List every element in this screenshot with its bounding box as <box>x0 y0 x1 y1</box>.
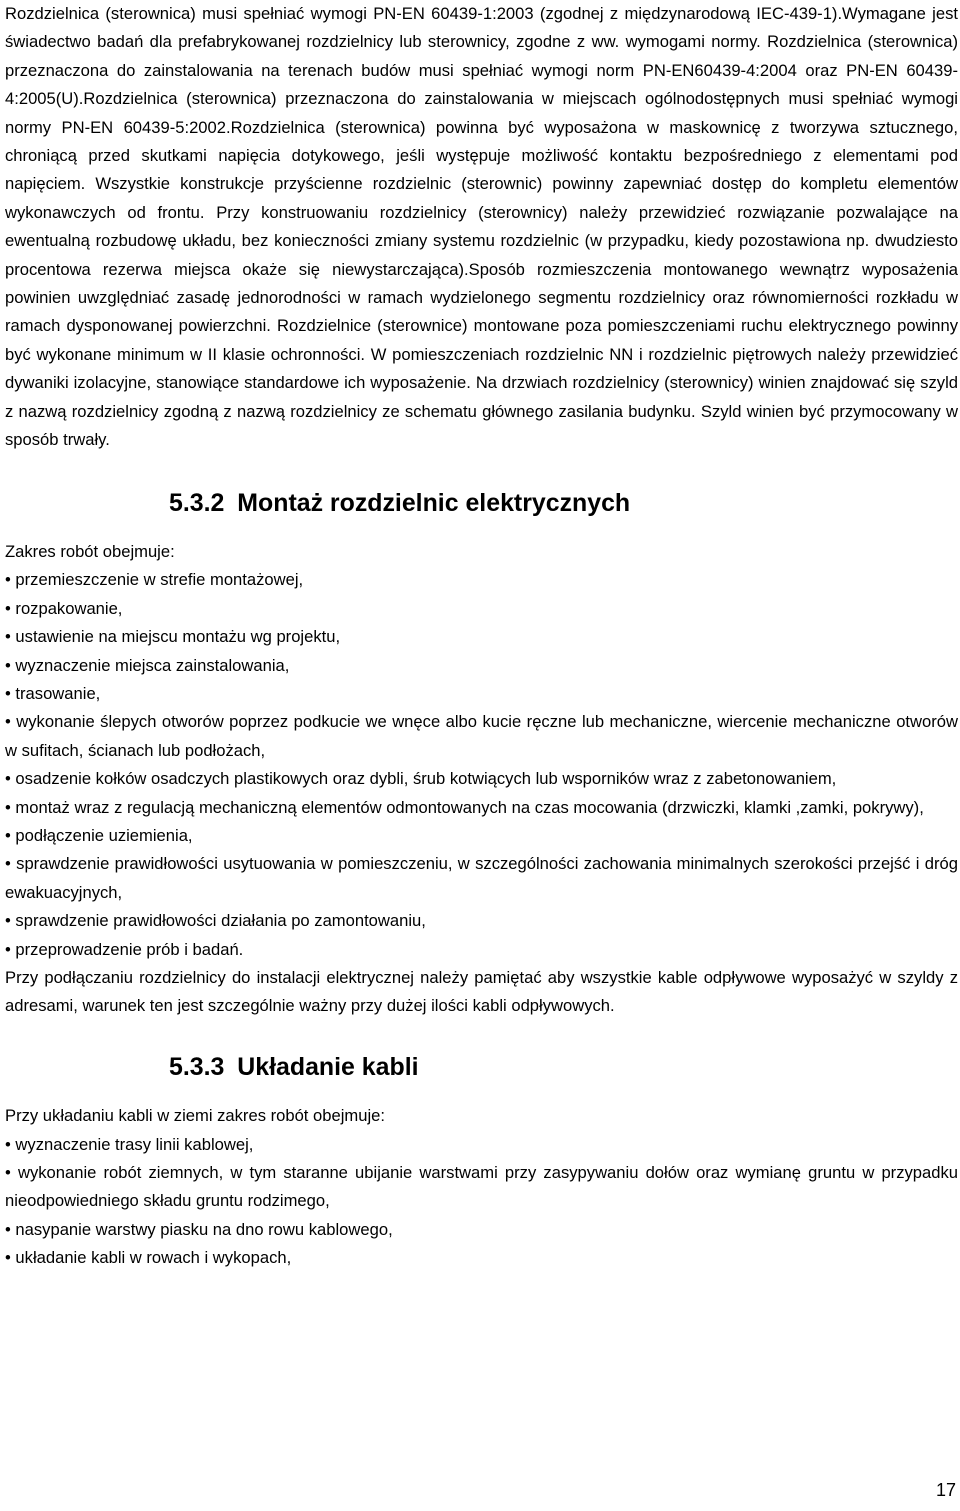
list-item: • wyznaczenie trasy linii kablowej, <box>5 1131 958 1159</box>
list-item: • układanie kabli w rowach i wykopach, <box>5 1244 958 1272</box>
scope-list <box>5 566 958 964</box>
list-item: • rozpakowanie, <box>5 595 958 623</box>
section-title: Układanie kabli <box>237 1052 419 1081</box>
section-number: 5.3.2 <box>169 488 225 517</box>
list-item: • przeprowadzenie prób i badań. <box>5 936 958 964</box>
section-number: 5.3.3 <box>169 1052 225 1081</box>
list-item: • wykonanie robót ziemnych, w tym staranne ubijanie warstwami przy zasypywaniu dołów oraz wymianę gruntu w przypadku nieodpowiedniego składu gruntu rodzimego, <box>5 1159 958 1216</box>
list-item: • sprawdzenie prawidłowości działania po zamontowaniu, <box>5 907 958 935</box>
list-item: • osadzenie kołków osadczych plastikowych oraz dybli, śrub kotwiących lub wsporników wraz z zabetonowaniem, <box>5 765 958 793</box>
section-heading-5-3-2 <box>5 489 958 517</box>
scope-intro: Zakres robót obejmuje: <box>5 541 175 561</box>
list-item: • wyznaczenie miejsca zainstalowania, <box>5 652 958 680</box>
list-item: • nasypanie warstwy piasku na dno rowu kablowego, <box>5 1216 958 1244</box>
page-number: 17 <box>935 1480 956 1500</box>
document-page <box>5 0 958 1273</box>
list-item: • wykonanie ślepych otworów poprzez podkucie we wnęce albo kucie ręczne lub mechaniczne, wiercenie mechaniczne otworów w sufitach, ścianach lub podłożach, <box>5 708 958 765</box>
scope-list <box>5 1131 958 1273</box>
list-item: • przemieszczenie w strefie montażowej, <box>5 566 958 594</box>
list-item: • podłączenie uziemienia, <box>5 822 958 850</box>
list-item: • ustawienie na miejscu montażu wg projektu, <box>5 623 958 651</box>
section-title: Montaż rozdzielnic elektrycznych <box>237 488 631 517</box>
scope-intro: Przy układaniu kabli w ziemi zakres robót obejmuje: <box>5 1106 385 1126</box>
list-item: • trasowanie, <box>5 680 958 708</box>
closing-paragraph: Przy podłączaniu rozdzielnicy do instalacji elektrycznej należy pamiętać aby wszystkie kable odpływowe wyposażyć w szyldy z adresami, warunek ten jest szczególnie ważny przy dużej ilości kabli odpływowych. <box>5 968 958 1016</box>
intro-paragraph: Rozdzielnica (sterownica) musi spełniać wymogi PN-EN 60439-1:2003 (zgodnej z międzynarodową IEC-439-1).Wymagane jest świadectwo badań dla prefabrykowanej rozdzielnicy lub sterownicy, zgodne z ww. wymogami normy. Rozdzielnica (sterownica) przeznaczona do zainstalowania na terenach budów musi spełniać wymogi norm PN-EN60439-4:2004 oraz PN-EN 60439-4:2005(U).Rozdzielnica (sterownica) przeznaczona do zainstalowania w miejscach ogólnodostępnych musi spełniać wymogi normy PN-EN 60439-5:2002.Rozdzielnica (sterownica) powinna być wyposażona w maskownicę z tworzywa sztucznego, chroniącą przed skutkami napięcia dotykowego, jeśli występuje możliwość kontaktu bezpośredniego z elementami pod napięciem. Wszystkie konstrukcje przyścienne rozdzielnic (sterownic) powinny zapewniać dostęp do kompletu elementów wykonawczych od frontu. Przy konstruowaniu rozdzielnicy (sterownicy) należy przewidzieć rozwiązanie pozwalające na ewentualną rozbudowę układu, bez konieczności zmiany systemu rozdzielnic (w przypadku, kiedy pozostawiona np. dwudziesto procentowa rezerwa miejsca okaże się niewystarczająca).Sposób rozmieszczenia montowanego wewnątrz wyposażenia powinien uwzględniać zasadę jednorodności w ramach wydzielonego segmentu rozdzielnicy oraz równomierności rozkładu w ramach dysponowanej powierzchni. Rozdzielnice (sterownice) montowane poza pomieszczeniami ruchu elektrycznego powinny być wykonane minimum w II klasie ochronności. W pomieszczeniach rozdzielnic NN i rozdzielnic piętrowych należy przewidzieć dywaniki izolacyjne, stanowiące standardowe ich wyposażenie. Na drzwiach rozdzielnicy (sterownicy) winien znajdować się szyld z nazwą rozdzielnicy zgodną z nazwą rozdzielnicy ze schematu głównego zasilania budynku. Szyld winien być przymocowany w sposób trwały. <box>5 4 958 450</box>
list-item: • montaż wraz z regulacją mechaniczną elementów odmontowanych na czas mocowania (drzwiczki, klamki ,zamki, pokrywy), <box>5 794 958 822</box>
section-heading-5-3-3 <box>5 1053 958 1081</box>
list-item: • sprawdzenie prawidłowości usytuowania w pomieszczeniu, w szczególności zachowania minimalnych szerokości przejść i dróg ewakuacyjnych, <box>5 850 958 907</box>
